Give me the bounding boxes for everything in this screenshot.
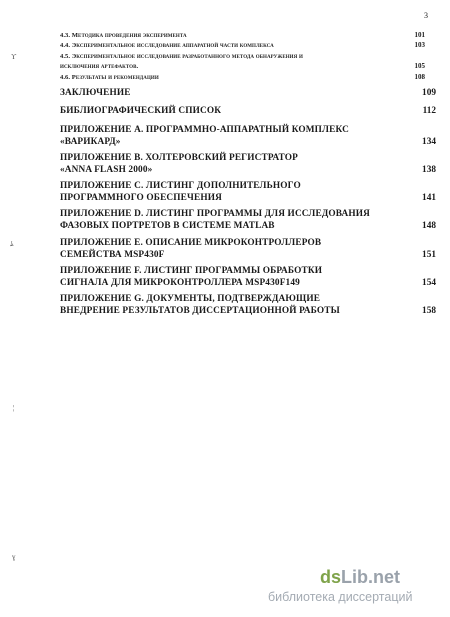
toc-entry [60,208,436,232]
toc-entry-page: 138 [422,165,436,175]
toc-entry-page: 148 [422,221,436,231]
toc-entry-page: 109 [422,88,436,98]
watermark-logo: dsLib.net [320,567,401,587]
toc-entry [60,52,436,61]
toc-entry [60,73,436,82]
toc-entry-title: 4.3. Методика проведения эксперимента [60,32,187,39]
margin-mark-icon: ¦ [13,404,15,412]
toc-entry [60,87,436,99]
toc-entry [60,293,436,317]
toc-entry-title: ФАЗОВЫХ ПОРТРЕТОВ В СИСТЕМЕ MATLAB [60,221,275,231]
toc-entry-title: ПРИЛОЖЕНИЕ F. ЛИСТИНГ ПРОГРАММЫ ОБРАБОТКИ [60,266,323,276]
toc-entry-title: ПРИЛОЖЕНИЕ В. ХОЛТЕРОВСКИЙ РЕГИСТРАТОР [60,153,298,163]
toc-entry-title: ПРИЛОЖЕНИЕ С. ЛИСТИНГ ДОПОЛНИТЕЛЬНОГО [60,181,301,191]
toc-entry-title: ПРИЛОЖЕНИЕ Е. ОПИСАНИЕ МИКРОКОНТРОЛЛЕРОВ [60,238,322,248]
toc-entry [60,105,436,117]
margin-mark-icon: ﾑ [10,240,14,248]
toc-entry-title: СЕМЕЙСТВА MSP430F [60,250,165,260]
toc-entry-title: 4.4. Экспериментальное исследование аппаратной части комплекса [60,42,274,49]
toc-entry-title: ЗАКЛЮЧЕНИЕ [60,88,131,98]
toc-entry-title: СИГНАЛА ДЛЯ МИКРОКОНТРОЛЛЕРА MSP430F149 [60,278,300,288]
toc-entry-page: 154 [422,278,436,288]
toc-entry-page: 101 [414,31,425,39]
toc-entry-title: «ANNA FLASH 2000» [60,165,153,175]
toc-entry [60,237,436,261]
toc-entry [60,124,436,148]
toc-entry-title: ПРИЛОЖЕНИЕ D. ЛИСТИНГ ПРОГРАММЫ ДЛЯ ИССЛЕДОВАНИЯ [60,209,371,219]
toc-entry-page: 108 [414,73,425,81]
toc-entry-page: 112 [422,106,436,116]
toc-entry-title: 4.5. Экспериментальное исследование разработанного метода обнаружения и [60,53,303,60]
toc-entry [60,180,436,204]
toc-entry-page: 141 [422,193,436,203]
toc-entry [60,41,436,50]
margin-mark-icon: ϒ [11,53,17,61]
toc-entry-page: 158 [422,306,436,316]
margin-mark-icon: ɣ [12,553,16,561]
toc-entry-title: «ВАРИКАРД» [60,137,121,147]
watermark-tagline: библиотека диссертаций [268,590,413,604]
toc-entry [60,62,436,71]
toc-entry-title: ПРИЛОЖЕНИЕ G. ДОКУМЕНТЫ, ПОДТВЕРЖДАЮЩИЕ [60,294,321,304]
toc-entry [60,152,436,176]
toc-entry-title: ПРОГРАММНОГО ОБЕСПЕЧЕНИЯ [60,193,222,203]
toc-entry [60,265,436,289]
toc-entry [60,31,436,40]
toc-entry-title: БИБЛИОГРАФИЧЕСКИЙ СПИСОК [60,106,222,116]
toc-entry-page: 134 [422,137,436,147]
toc-entry-page: 103 [414,41,425,49]
page-number: 3 [424,11,428,20]
toc-entry-page: 105 [414,62,425,70]
toc-entry-title: ВНЕДРЕНИЕ РЕЗУЛЬТАТОВ ДИССЕРТАЦИОННОЙ РАБОТЫ [60,306,340,316]
toc-entry-title: ПРИЛОЖЕНИЕ А. ПРОГРАММНО-АППАРАТНЫЙ КОМПЛЕКС [60,125,349,135]
toc-entry-title: исключения артефактов. [60,63,139,70]
toc-entry-title: 4.6. Результаты и рекомендации [60,74,159,81]
toc-entry-page: 151 [422,250,436,260]
